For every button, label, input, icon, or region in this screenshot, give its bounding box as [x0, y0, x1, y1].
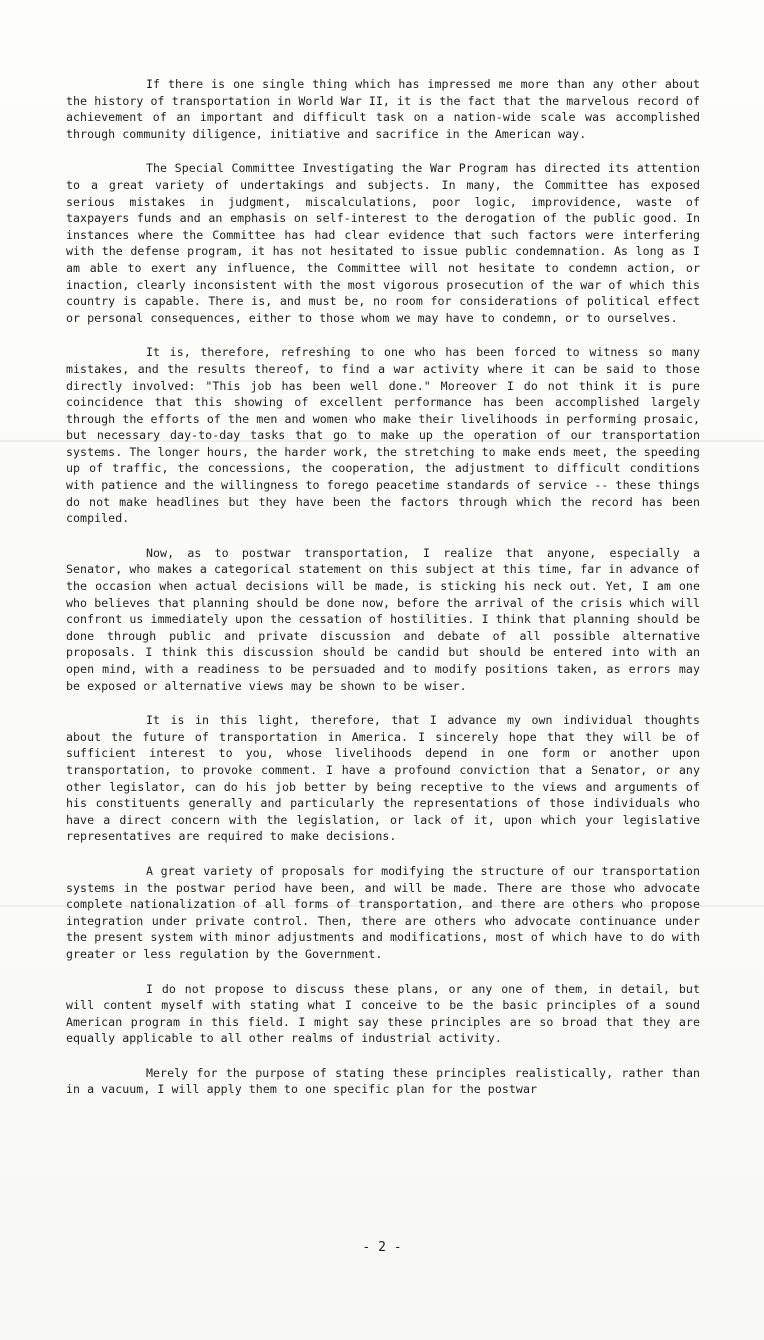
paragraph-1: If there is one single thing which has impressed me more than any other about the history of transportation in World War II, it is the fact that the marvelous record of achievement of an important and difficult task on a nation-wide scale was accomplished through community diligence, initiative and sacrifice in the American way.: [66, 77, 700, 141]
paragraph-8: Merely for the purpose of stating these principles realistically, rather than in a vacuum, I will apply them to one specific plan for the postwar: [66, 1065, 700, 1097]
paragraph-5: It is in this light, therefore, that I advance my own individual thoughts about the future of transportation in America. I sincerely hope that they will be of sufficient interest to you, whose livelihoods depend in one form or another upon transportation, to provoke comment. I have a profound conviction that a Senator, or any other legislator, can do his job better by being receptive to the views and arguments of his constituents generally and particularly the representations of those individuals who have a direct concern with the legislation, or lack of it, upon which your legislative representatives are required to make decisions.: [66, 713, 700, 844]
paragraph-6: A great variety of proposals for modifying the structure of our transportation systems in the postwar period have been, and will be made. There are those who advocate complete nationalization of all forms of transportation, and there are others who propose integration under private control. Then, there are others who advocate continuance under the present system with minor adjustments and modifications, most of which have to do with greater or less regulation by the Government.: [66, 863, 700, 961]
paragraph-4: Now, as to postwar transportation, I realize that anyone, especially a Senator, who makes a categorical statement on this subject at this time, far in advance of the occasion when actual decisions will be made, is sticking his neck out. Yet, I am one who believes that planning should be done now, before the arrival of the crisis which will confront us immediately upon the cessation of hostilities. I think that planning should be done through public and private discussion and debate of all possible alternative proposals. I think this discussion should be candid but should be entered into with an open mind, with a readiness to be persuaded and to modify positions taken, as errors may be exposed or alternative views may be shown to be wiser.: [66, 545, 700, 693]
document-body: [66, 76, 700, 1116]
page-number: - 2 -: [362, 1240, 402, 1255]
paragraph-2: The Special Committee Investigating the War Program has directed its attention to a great variety of undertakings and subjects. In many, the Committee has exposed serious mistakes in judgment, miscalculations, poor logic, improvidence, waste of taxpayers funds and an emphasis on self-interest to the derogation of the public good. In instances where the Committee has had clear evidence that such factors were interfering with the defense program, it has not hesitated to issue public condemnation. As long as I am able to exert any influence, the Committee will not hesitate to condemn action, or inaction, clearly inconsistent with the most vigorous prosecution of the war of which this country is capable. There is, and must be, no room for considerations of political effect or personal consequences, either to those whom we may have to condemn, or to ourselves.: [66, 161, 700, 325]
paragraph-3: It is, therefore, refreshing to one who has been forced to witness so many mistakes, and the results thereof, to find a war activity where it can be said to those directly involved: "This job has been well done." Moreover I do not think it is pure coincidence that this showing of excellent performance has been accomplished largely through the efforts of the men and women who make their livelihoods in performing prosaic, but necessary day-to-day tasks that go to make up the operation of our transportation systems. The longer hours, the harder work, the stretching to make ends meet, the speeding up of traffic, the concessions, the cooperation, the adjustment to difficult conditions with patience and the willingness to forego peacetime standards of service -- these things do not make headlines but they have been the factors through which the record has been compiled.: [66, 345, 700, 526]
paragraph-7: I do not propose to discuss these plans, or any one of them, in detail, but will content myself with stating what I conceive to be the basic principles of a sound American program in this field. I might say these principles are so broad that they are equally applicable to all other realms of industrial activity.: [66, 981, 700, 1046]
